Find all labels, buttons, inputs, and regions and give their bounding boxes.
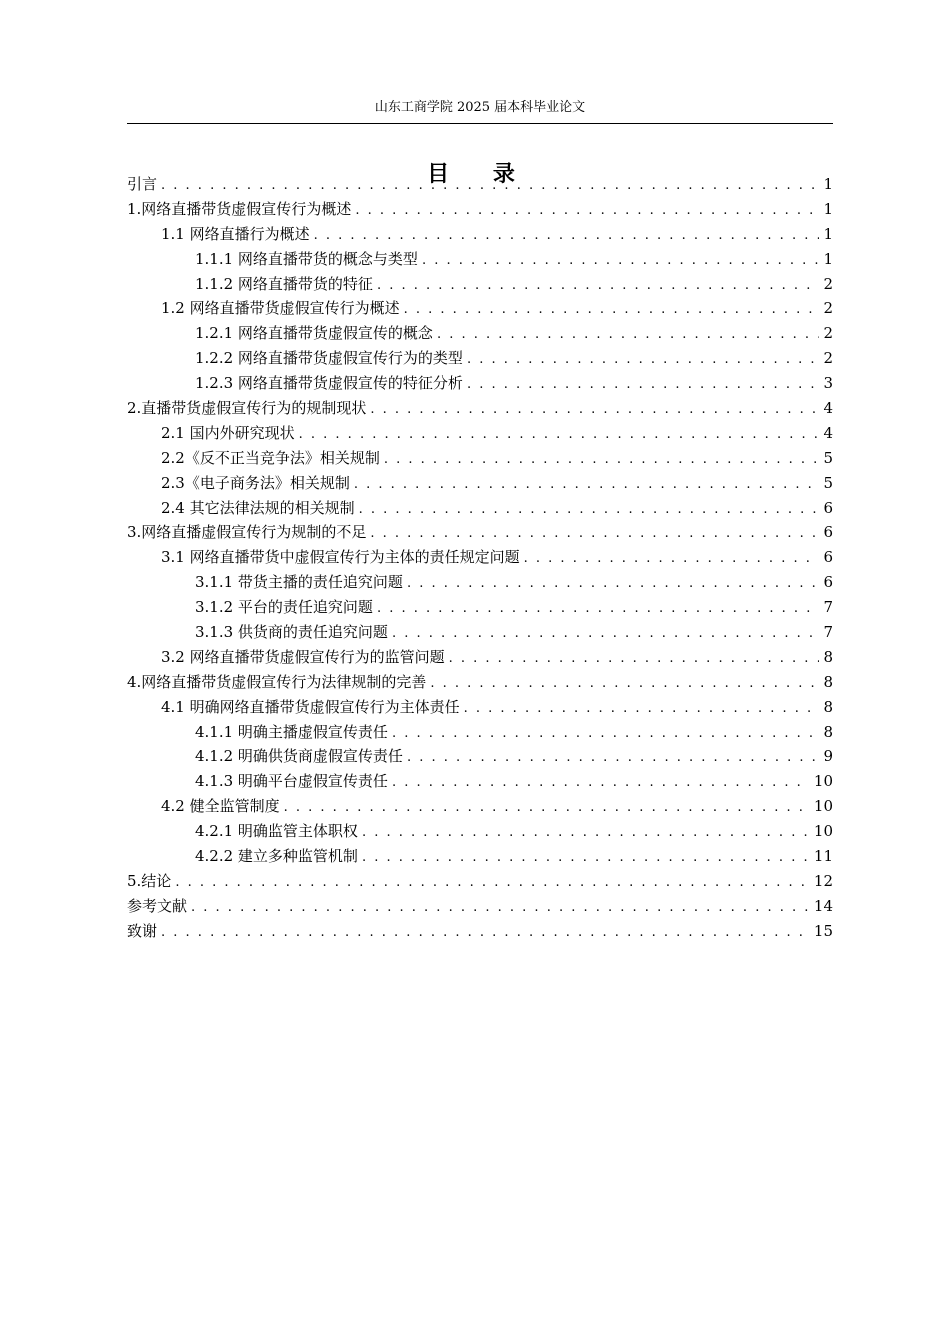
toc-entry-page-number: 7 <box>823 623 833 642</box>
toc-entry[interactable] <box>127 695 833 720</box>
toc-entry-label: 4.1.2 明确供货商虚假宣传责任 <box>195 747 403 766</box>
toc-entry-label: 1.2 网络直播带货虚假宣传行为概述 <box>161 299 400 318</box>
toc-entry-page-number: 10 <box>813 822 833 841</box>
toc-entry[interactable] <box>127 894 833 919</box>
toc-entry-label: 1.1.1 网络直播带货的概念与类型 <box>195 249 418 268</box>
toc-entry-label: 引言 <box>127 175 158 193</box>
toc-entry[interactable] <box>127 321 833 346</box>
toc-entry-page-number: 6 <box>823 498 833 517</box>
toc-dot-leader <box>175 871 810 894</box>
toc-entry-label: 2.3《电子商务法》相关规制 <box>161 473 350 492</box>
toc-entry-label: 4.2 健全监管制度 <box>161 797 280 816</box>
toc-entry-page-number: 5 <box>823 473 833 492</box>
toc-entry-label: 3.1 网络直播带货中虚假宣传行为主体的责任规定问题 <box>161 548 520 567</box>
toc-entry[interactable] <box>127 769 833 794</box>
toc-dot-leader <box>314 224 820 247</box>
toc-entry-page-number: 14 <box>813 896 833 915</box>
toc-dot-leader <box>422 249 820 272</box>
toc-entry-page-number: 4 <box>823 399 833 418</box>
toc-entry-page-number: 10 <box>813 772 833 791</box>
toc-entry[interactable] <box>127 272 833 297</box>
toc-entry[interactable] <box>127 296 833 321</box>
toc-entry-page-number: 15 <box>813 921 833 940</box>
toc-entry[interactable] <box>127 620 833 645</box>
toc-entry[interactable] <box>127 496 833 521</box>
table-of-contents <box>127 172 833 944</box>
toc-entry-page-number: 5 <box>823 448 833 467</box>
toc-entry[interactable] <box>127 371 833 396</box>
toc-dot-leader <box>161 174 819 197</box>
toc-entry-label: 4.2.1 明确监管主体职权 <box>195 822 358 841</box>
toc-dot-leader <box>392 622 820 645</box>
toc-entry-page-number: 1 <box>823 224 833 243</box>
toc-entry[interactable] <box>127 222 833 247</box>
toc-entry-label: 1.网络直播带货虚假宣传行为概述 <box>127 199 352 218</box>
toc-dot-leader <box>377 274 820 297</box>
toc-dot-leader <box>392 722 820 745</box>
toc-entry[interactable] <box>127 570 833 595</box>
toc-dot-leader <box>377 597 820 620</box>
toc-entry[interactable] <box>127 844 833 869</box>
toc-entry[interactable] <box>127 720 833 745</box>
toc-entry-label: 2.1 国内外研究现状 <box>161 423 295 442</box>
toc-entry[interactable] <box>127 197 833 222</box>
toc-entry-page-number: 8 <box>823 672 833 691</box>
toc-entry-page-number: 12 <box>813 871 833 890</box>
toc-entry-page-number: 4 <box>823 423 833 442</box>
toc-entry-label: 4.2.2 建立多种监管机制 <box>195 847 358 866</box>
toc-entry-page-number: 2 <box>823 274 833 293</box>
toc-entry-label: 3.网络直播虚假宣传行为规制的不足 <box>127 523 367 542</box>
toc-entry[interactable] <box>127 520 833 545</box>
toc-entry-page-number: 2 <box>823 299 833 318</box>
toc-entry-page-number: 1 <box>823 175 833 193</box>
toc-entry[interactable] <box>127 819 833 844</box>
toc-entry-page-number: 2 <box>823 324 833 343</box>
toc-entry[interactable] <box>127 794 833 819</box>
toc-entry[interactable] <box>127 670 833 695</box>
toc-entry-page-number: 10 <box>813 797 833 816</box>
toc-entry-label: 4.1.3 明确平台虚假宣传责任 <box>195 772 388 791</box>
toc-entry-label: 3.1.2 平台的责任追究问题 <box>195 598 373 617</box>
toc-entry-label: 1.1.2 网络直播带货的特征 <box>195 274 373 293</box>
toc-entry-label: 2.直播带货虚假宣传行为的规制现状 <box>127 399 367 418</box>
toc-entry-label: 参考文献 <box>127 896 188 915</box>
toc-entry[interactable] <box>127 421 833 446</box>
toc-dot-leader <box>407 572 820 595</box>
toc-dot-leader <box>392 771 810 794</box>
toc-entry[interactable] <box>127 247 833 272</box>
toc-dot-leader <box>299 423 820 446</box>
toc-entry-page-number: 11 <box>813 847 833 866</box>
toc-entry-label: 1.2.3 网络直播带货虚假宣传的特征分析 <box>195 374 463 393</box>
toc-entry-page-number: 3 <box>823 374 833 393</box>
toc-entry[interactable] <box>127 645 833 670</box>
toc-dot-leader <box>524 547 820 570</box>
toc-dot-leader <box>464 697 820 720</box>
toc-entry-label: 4.1.1 明确主播虚假宣传责任 <box>195 722 388 741</box>
toc-entry-label: 4.网络直播带货虚假宣传行为法律规制的完善 <box>127 672 427 691</box>
toc-entry-page-number: 6 <box>823 548 833 567</box>
toc-dot-leader <box>359 498 820 521</box>
toc-dot-leader <box>467 348 820 371</box>
toc-entry-label: 3.1.1 带货主播的责任追究问题 <box>195 573 403 592</box>
toc-entry-label: 5.结论 <box>127 871 172 890</box>
toc-entry[interactable] <box>127 869 833 894</box>
toc-dot-leader <box>407 746 820 769</box>
toc-entry-label: 1.2.1 网络直播带货虚假宣传的概念 <box>195 324 433 343</box>
toc-entry-label: 4.1 明确网络直播带货虚假宣传行为主体责任 <box>161 697 460 716</box>
toc-entry-page-number: 7 <box>823 598 833 617</box>
toc-dot-leader <box>284 796 810 819</box>
toc-entry[interactable] <box>127 471 833 496</box>
toc-entry-label: 3.2 网络直播带货虚假宣传行为的监管问题 <box>161 647 445 666</box>
toc-dot-leader <box>384 448 820 471</box>
toc-entry[interactable] <box>127 346 833 371</box>
toc-dot-leader <box>362 821 810 844</box>
toc-entry-label: 3.1.3 供货商的责任追究问题 <box>195 623 388 642</box>
page-header: 山东工商学院 2025 届本科毕业论文 <box>374 100 586 115</box>
toc-entry-page-number: 6 <box>823 523 833 542</box>
toc-dot-leader <box>437 323 820 346</box>
toc-dot-leader <box>449 647 820 670</box>
toc-entry-page-number: 6 <box>823 573 833 592</box>
toc-entry-label: 1.2.2 网络直播带货虚假宣传行为的类型 <box>195 349 463 368</box>
toc-entry-page-number: 8 <box>823 697 833 716</box>
page-title: 目 录 <box>427 162 533 187</box>
toc-entry-page-number: 1 <box>823 199 833 218</box>
toc-entry[interactable] <box>127 396 833 421</box>
toc-entry[interactable] <box>127 545 833 570</box>
toc-entry-page-number: 8 <box>823 647 833 666</box>
toc-entry[interactable] <box>127 919 833 944</box>
toc-entry-label: 2.2《反不正当竞争法》相关规制 <box>161 448 380 467</box>
toc-entry-page-number: 9 <box>823 747 833 766</box>
toc-entry-page-number: 2 <box>823 349 833 368</box>
toc-dot-leader <box>362 846 810 869</box>
toc-entry[interactable] <box>127 595 833 620</box>
toc-dot-leader <box>355 199 819 222</box>
toc-dot-leader <box>430 672 819 695</box>
toc-entry-page-number: 1 <box>823 249 833 268</box>
toc-dot-leader <box>370 522 819 545</box>
toc-entry[interactable] <box>127 446 833 471</box>
toc-entry[interactable] <box>127 172 833 197</box>
toc-entry-label: 致谢 <box>127 921 158 940</box>
toc-dot-leader <box>404 298 820 321</box>
toc-entry[interactable] <box>127 744 833 769</box>
toc-dot-leader <box>370 398 819 421</box>
toc-dot-leader <box>354 473 820 496</box>
header-divider <box>127 123 833 124</box>
toc-dot-leader <box>191 896 810 919</box>
toc-entry-page-number: 8 <box>823 722 833 741</box>
toc-dot-leader <box>467 373 820 396</box>
toc-dot-leader <box>161 921 810 944</box>
toc-entry-label: 2.4 其它法律法规的相关规制 <box>161 498 355 517</box>
toc-entry-label: 1.1 网络直播行为概述 <box>161 224 310 243</box>
